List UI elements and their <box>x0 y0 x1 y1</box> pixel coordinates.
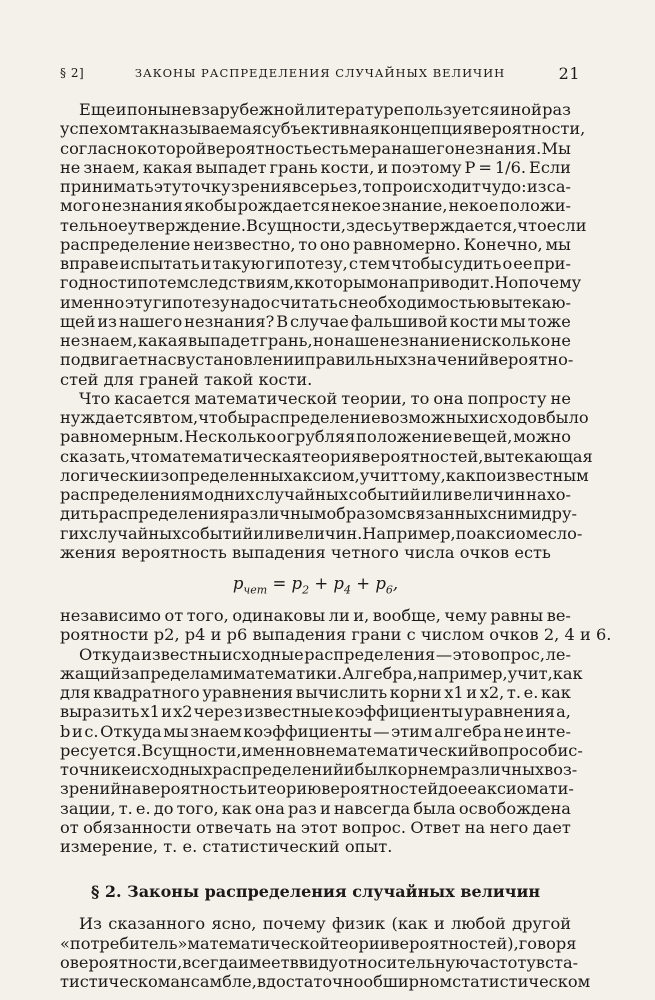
running-header <box>60 64 580 84</box>
page-number: 21 <box>558 64 580 83</box>
text-line: принимать эту точку зрения всерьез, то происходит чудо: из са- <box>60 177 571 196</box>
text-line: распределениям одних случайных событий или величин нахо- <box>60 485 571 504</box>
text-line: независимо от того, одинаковы ли и, вообще, чему равны ве- <box>60 606 571 625</box>
text-line: подвигает нас в установлении правильных значений вероятно- <box>60 350 574 370</box>
running-title: ЗАКОНЫ РАСПРЕДЕЛЕНИЯ СЛУЧАЙНЫХ ВЕЛИЧИН <box>134 66 506 80</box>
text-line: не знаем, какая выпадет грань, но наше незнание нисколько не <box>60 331 571 350</box>
text-line: Еще и поныне в зарубежной литературе пользуется иной раз <box>79 100 571 119</box>
page-body <box>60 100 612 991</box>
text-line: зрений на вероятность и теорию вероятностей до ее аксиомати- <box>60 779 574 799</box>
text-line: зации, т. е. до того, как она раз и навсегда была освобождена <box>60 798 571 818</box>
text-line: Что касается математической теории, то она попросту не <box>79 388 571 408</box>
text-line: вправе испытать и такую гипотезу, с тем чтобы судить о ее при- <box>60 254 571 273</box>
paragraph-5 <box>60 914 591 991</box>
text-line: мого незнания якобы рождается некое знание, некое положи- <box>60 196 571 216</box>
text-line: b и c. Откуда мы знаем коэффициенты — этим алгебра не инте- <box>60 721 571 741</box>
text-line: тельное утверждение. В сущности, здесь утверждается, что если <box>60 215 587 235</box>
text-line: от обязанности отвечать на этот вопрос. Ответ на него дает <box>60 817 571 837</box>
text-line: годности по тем следствиям, к которым она приводит. Но почему <box>60 273 582 293</box>
text-line: логически из определенных аксиом, учит тому, как по известным <box>60 465 589 485</box>
text-line: именно эту гипотезу надо считать с необходимостью вытекаю- <box>60 292 571 312</box>
text-line: Из сказанного ясно, почему физик (как и любой другой <box>79 914 571 934</box>
section-mark: § 2] <box>60 66 85 80</box>
text-line: жащий за пределами математики. Алгебра, например, учит, как <box>60 663 583 683</box>
paragraph-4 <box>60 644 583 857</box>
text-line: гих случайных событий или величин. Например, по аксиоме сло- <box>60 523 583 543</box>
text-line: для квадратного уравнения вычислить корни x1 и x2, т. е. как <box>60 683 571 702</box>
text-line: выразить x1 и x2 через известные коэффициенты уравнения a, <box>60 702 571 722</box>
formula <box>60 562 571 606</box>
text-line: сказать, что математическая теория вероятностей, вытекающая <box>60 446 593 466</box>
text-line: дить распределения различным образом связанных с ними дру- <box>60 504 577 524</box>
text-line: распределение неизвестно, то оно равномерно. Конечно, мы <box>60 234 571 254</box>
text-line: нуждается в том, чтобы распределение возможных исходов было <box>60 408 589 427</box>
text-line: роятности p2, p4 и p6 выпадения грани с числом очков 2, 4 и 6. <box>60 625 612 645</box>
text-line: тистическом ансамбле, в достаточно обширном статистическом <box>60 972 591 991</box>
text-line: Откуда известны исходные распределения — это вопрос, ле- <box>79 644 571 664</box>
text-line: точнике исходных распределений и был корнем различных воз- <box>60 760 578 779</box>
text-line: стей для граней такой кости. <box>60 369 313 389</box>
paragraph-3 <box>60 606 612 645</box>
text-line: измерение, т. е. статистический опыт. <box>60 837 393 856</box>
text-line: жения вероятность выпадения четного числа очков есть <box>60 542 551 562</box>
text-line: «потребитель» математической теории вероятностей), говоря <box>60 933 577 953</box>
text-line: успехом так называемая субъективная концепция вероятности, <box>60 119 586 139</box>
formula-render: $p_{чет} = p_2 + p_4 + p_6$, <box>232 574 399 597</box>
paragraph-2 <box>60 388 593 562</box>
section-heading: § 2. Законы распределения случайных величин <box>90 882 541 902</box>
text-line: согласно которой вероятность есть мера нашего незнания. Мы <box>60 138 571 158</box>
text-line: ресуется. В сущности, именно внематематический вопрос об ис- <box>60 740 583 760</box>
text-line: равномерным. Несколько огрубляя положение вещей, можно <box>60 427 571 447</box>
text-line: не знаем, какая выпадет грань кости, и поэтому P = 1/6. Если <box>60 157 571 177</box>
text-line: о вероятности, всегда имеет в виду относительную частоту в ста- <box>60 952 579 972</box>
paragraph-1 <box>60 100 587 389</box>
text-line: щей из нашего незнания? В случае фальшивой кости мы тоже <box>60 311 571 331</box>
